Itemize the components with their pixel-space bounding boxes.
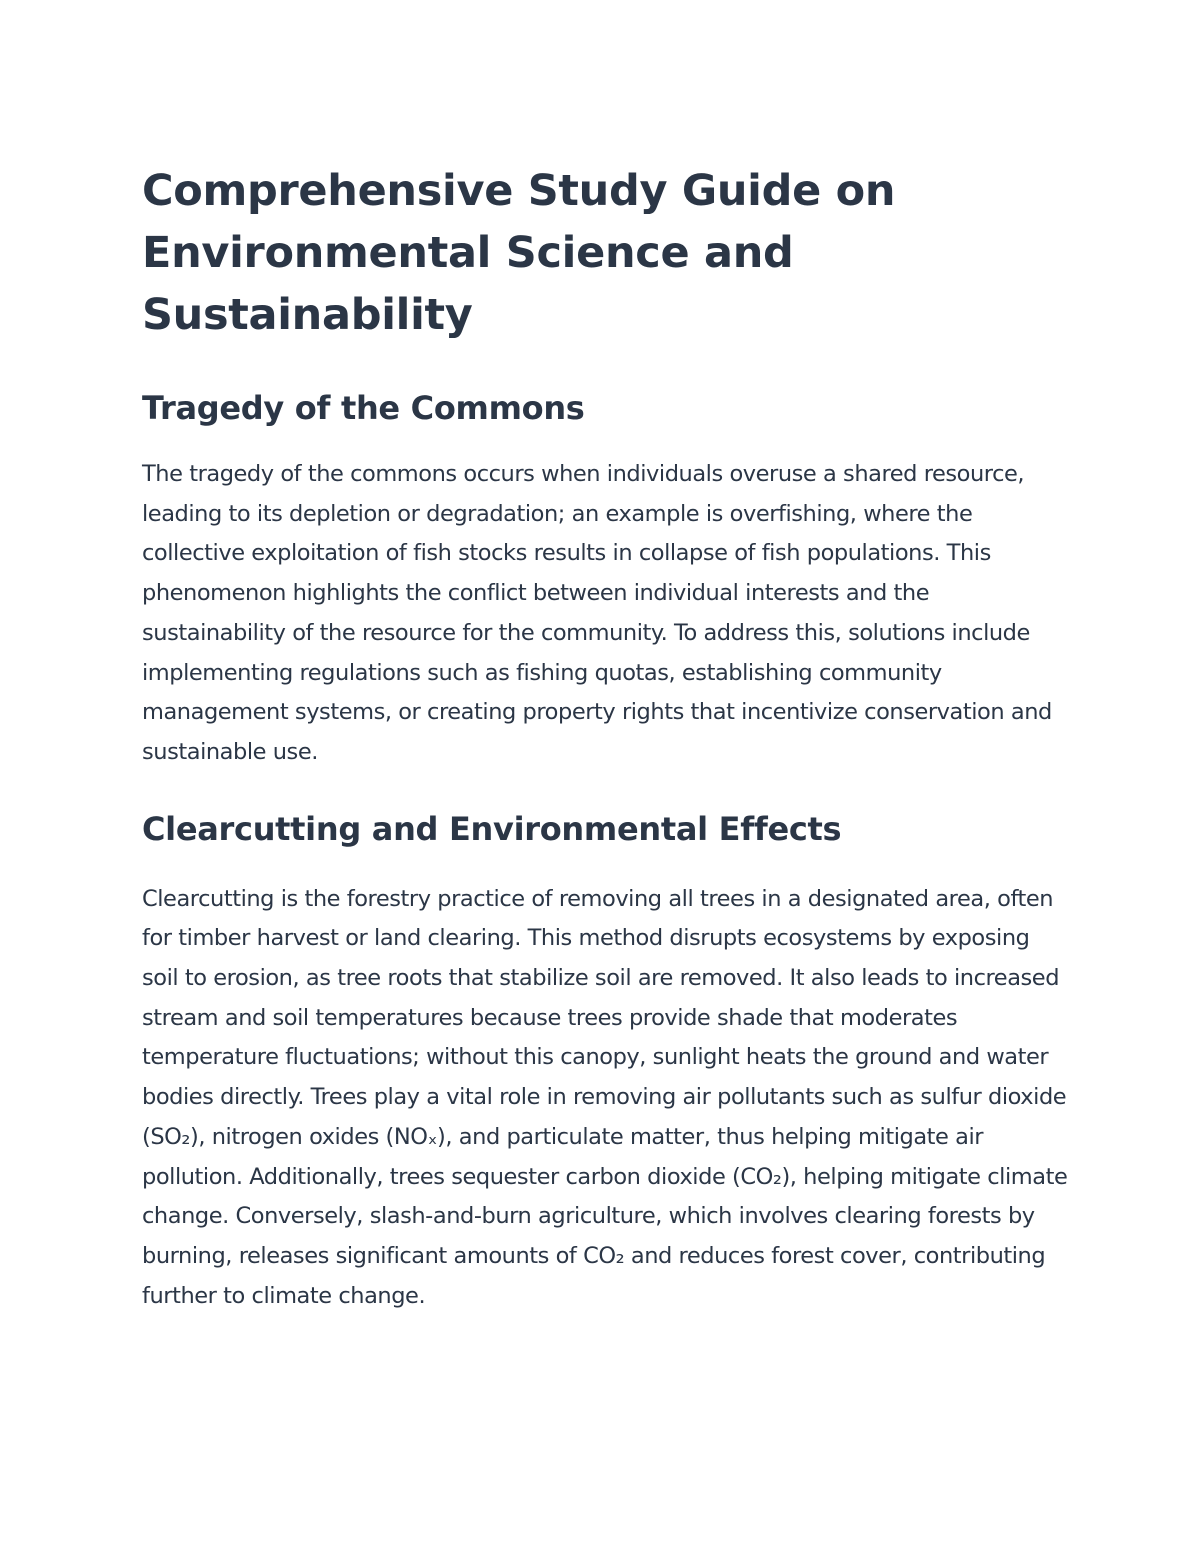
document-page [142,160,1072,1316]
section-heading-clearcutting: Clearcutting and Environmental Effects [142,809,842,848]
section-heading-tragedy-of-the-commons: Tragedy of the Commons [142,389,585,427]
section-body-clearcutting: Clearcutting is the forestry practice of removing all trees in a designated area, often for timber harvest or land clearing. This method disrupts ecosystems by exposing soil to erosion, as tree roots that stabilize soil are removed. It also leads to increased stream and soil temperatures because trees provide shade that moderates temperature fluctuations; without this canopy, sunlight heats the ground and water bodies directly. Trees play a vital role in removing air pollutants such as sulfur dioxide (SO₂), nitrogen oxides (NOₓ), and particulate matter, thus helping mitigate air pollution. Additionally, trees sequester carbon dioxide (CO₂), helping mitigate climate change. Conversely, slash-and-burn agriculture, which involves clearing forests by burning, releases significant amounts of CO₂ and reduces forest cover, contributing further to climate change. [142,885,1068,1309]
section-body-tragedy-of-the-commons: The tragedy of the commons occurs when individuals overuse a shared resource, leading to its depletion or degradation; an example is overfishing, where the collective exploitation of fish stocks results in collapse of fish populations. This phenomenon highlights the conflict between individual interests and the sustainability of the resource for the community. To address this, solutions include implementing regulations such as fishing quotas, establishing community management systems, or creating property rights that incentivize conservation and sustainable use. [142,461,1052,765]
document-title: Comprehensive Study Guide on Environmental Science and Sustainability [142,166,896,340]
